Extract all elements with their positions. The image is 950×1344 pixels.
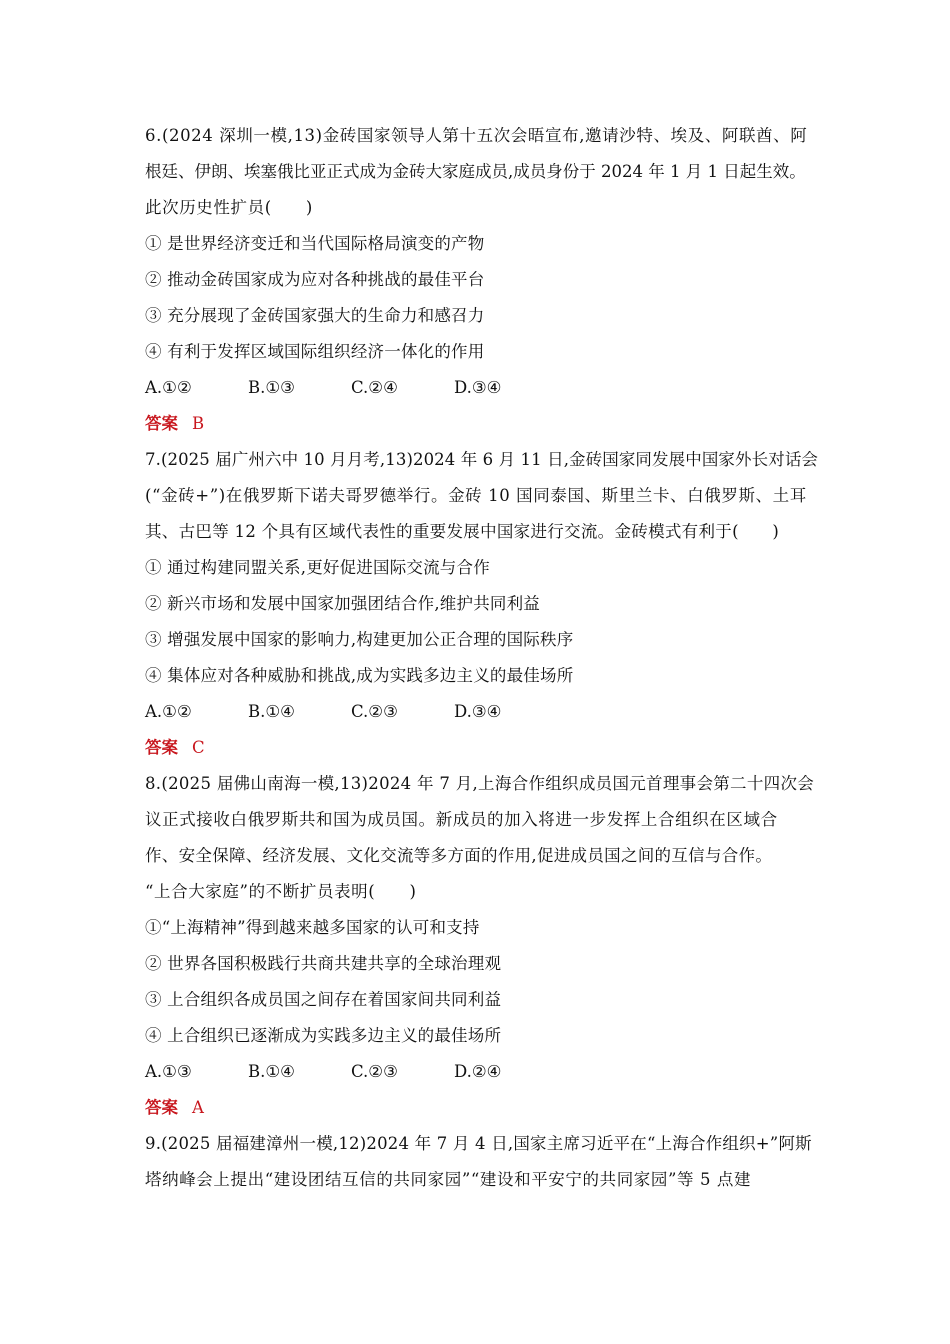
option-line: ①“上海精神”得到越来越多国家的认可和支持 <box>145 918 480 937</box>
choice-c: C.②④ <box>351 378 398 397</box>
option-line: ① 是世界经济变迁和当代国际格局演变的产物 <box>145 234 485 253</box>
question-stem-line: “上合大家庭”的不断扩员表明( ) <box>145 882 417 901</box>
answer-choices <box>145 370 810 406</box>
question-stem-line: 9.(2025 届福建漳州一模,12)2024 年 7 月 4 日,国家主席习近平在“上海合作组织+”阿斯 <box>145 1134 812 1153</box>
question-8 <box>145 766 815 1126</box>
question-stem-line: 作、安全保障、经济发展、文化交流等多方面的作用,促进成员国之间的互信与合作。 <box>145 846 773 865</box>
question-6 <box>145 118 810 442</box>
option-line: ④ 有利于发挥区域国际组织经济一体化的作用 <box>145 342 485 361</box>
option-line: ② 推动金砖国家成为应对各种挑战的最佳平台 <box>145 270 485 289</box>
answer-line <box>145 1090 810 1126</box>
question-stem-line: 议正式接收白俄罗斯共和国为成员国。新成员的加入将进一步发挥上合组织在区域合 <box>145 810 778 829</box>
question-stem-line: 6.(2024 深圳一模,13)金砖国家领导人第十五次会晤宣布,邀请沙特、埃及、阿联酋、阿 <box>145 126 808 145</box>
question-7 <box>145 442 819 766</box>
document-page <box>145 118 819 1198</box>
answer-value: B <box>192 414 205 433</box>
answer-label: 答案 <box>145 414 178 433</box>
choice-d: D.③④ <box>454 702 502 721</box>
question-stem-line: 塔纳峰会上提出“建设团结互信的共同家园”“建设和平安宁的共同家园”等 5 点建 <box>145 1170 752 1189</box>
answer-choices <box>145 1054 810 1090</box>
answer-line <box>145 730 810 766</box>
choice-b: B.①③ <box>248 378 295 397</box>
option-line: ③ 充分展现了金砖国家强大的生命力和感召力 <box>145 306 485 325</box>
option-line: ② 新兴市场和发展中国家加强团结合作,维护共同利益 <box>145 594 540 613</box>
answer-label: 答案 <box>145 738 178 757</box>
choice-b: B.①④ <box>248 1062 295 1081</box>
choice-b: B.①④ <box>248 702 295 721</box>
option-line: ③ 上合组织各成员国之间存在着国家间共同利益 <box>145 990 502 1009</box>
answer-label: 答案 <box>145 1098 178 1117</box>
answer-value: C <box>192 738 205 757</box>
option-line: ④ 集体应对各种威胁和挑战,成为实践多边主义的最佳场所 <box>145 666 574 685</box>
choice-a: A.①③ <box>145 1062 192 1081</box>
option-line: ③ 增强发展中国家的影响力,构建更加公正合理的国际秩序 <box>145 630 574 649</box>
choice-c: C.②③ <box>351 702 398 721</box>
question-9 <box>145 1126 810 1198</box>
question-stem-line: 此次历史性扩员( ) <box>145 198 313 217</box>
question-stem-line: (“金砖+”)在俄罗斯下诺夫哥罗德举行。金砖 10 国同泰国、斯里兰卡、白俄罗斯、土耳 <box>145 486 807 505</box>
choice-c: C.②③ <box>351 1062 398 1081</box>
question-stem-line: 8.(2025 届佛山南海一模,13)2024 年 7 月,上海合作组织成员国元首理事会第二十四次会 <box>145 774 815 793</box>
option-line: ① 通过构建同盟关系,更好促进国际交流与合作 <box>145 558 490 577</box>
question-stem-line: 根廷、伊朗、埃塞俄比亚正式成为金砖大家庭成员,成员身份于 2024 年 1 月 1 日起生效。 <box>145 162 806 181</box>
choice-d: D.③④ <box>454 378 502 397</box>
choice-a: A.①② <box>145 702 192 721</box>
answer-line <box>145 406 810 442</box>
question-stem-line: 其、古巴等 12 个具有区域代表性的重要发展中国家进行交流。金砖模式有利于( ) <box>145 522 780 541</box>
choice-d: D.②④ <box>454 1062 502 1081</box>
option-line: ④ 上合组织已逐渐成为实践多边主义的最佳场所 <box>145 1026 502 1045</box>
answer-value: A <box>192 1098 204 1117</box>
option-line: ② 世界各国积极践行共商共建共享的全球治理观 <box>145 954 502 973</box>
answer-choices <box>145 694 810 730</box>
question-stem-line: 7.(2025 届广州六中 10 月月考,13)2024 年 6 月 11 日,金砖国家同发展中国家外长对话会 <box>145 450 819 469</box>
choice-a: A.①② <box>145 378 192 397</box>
